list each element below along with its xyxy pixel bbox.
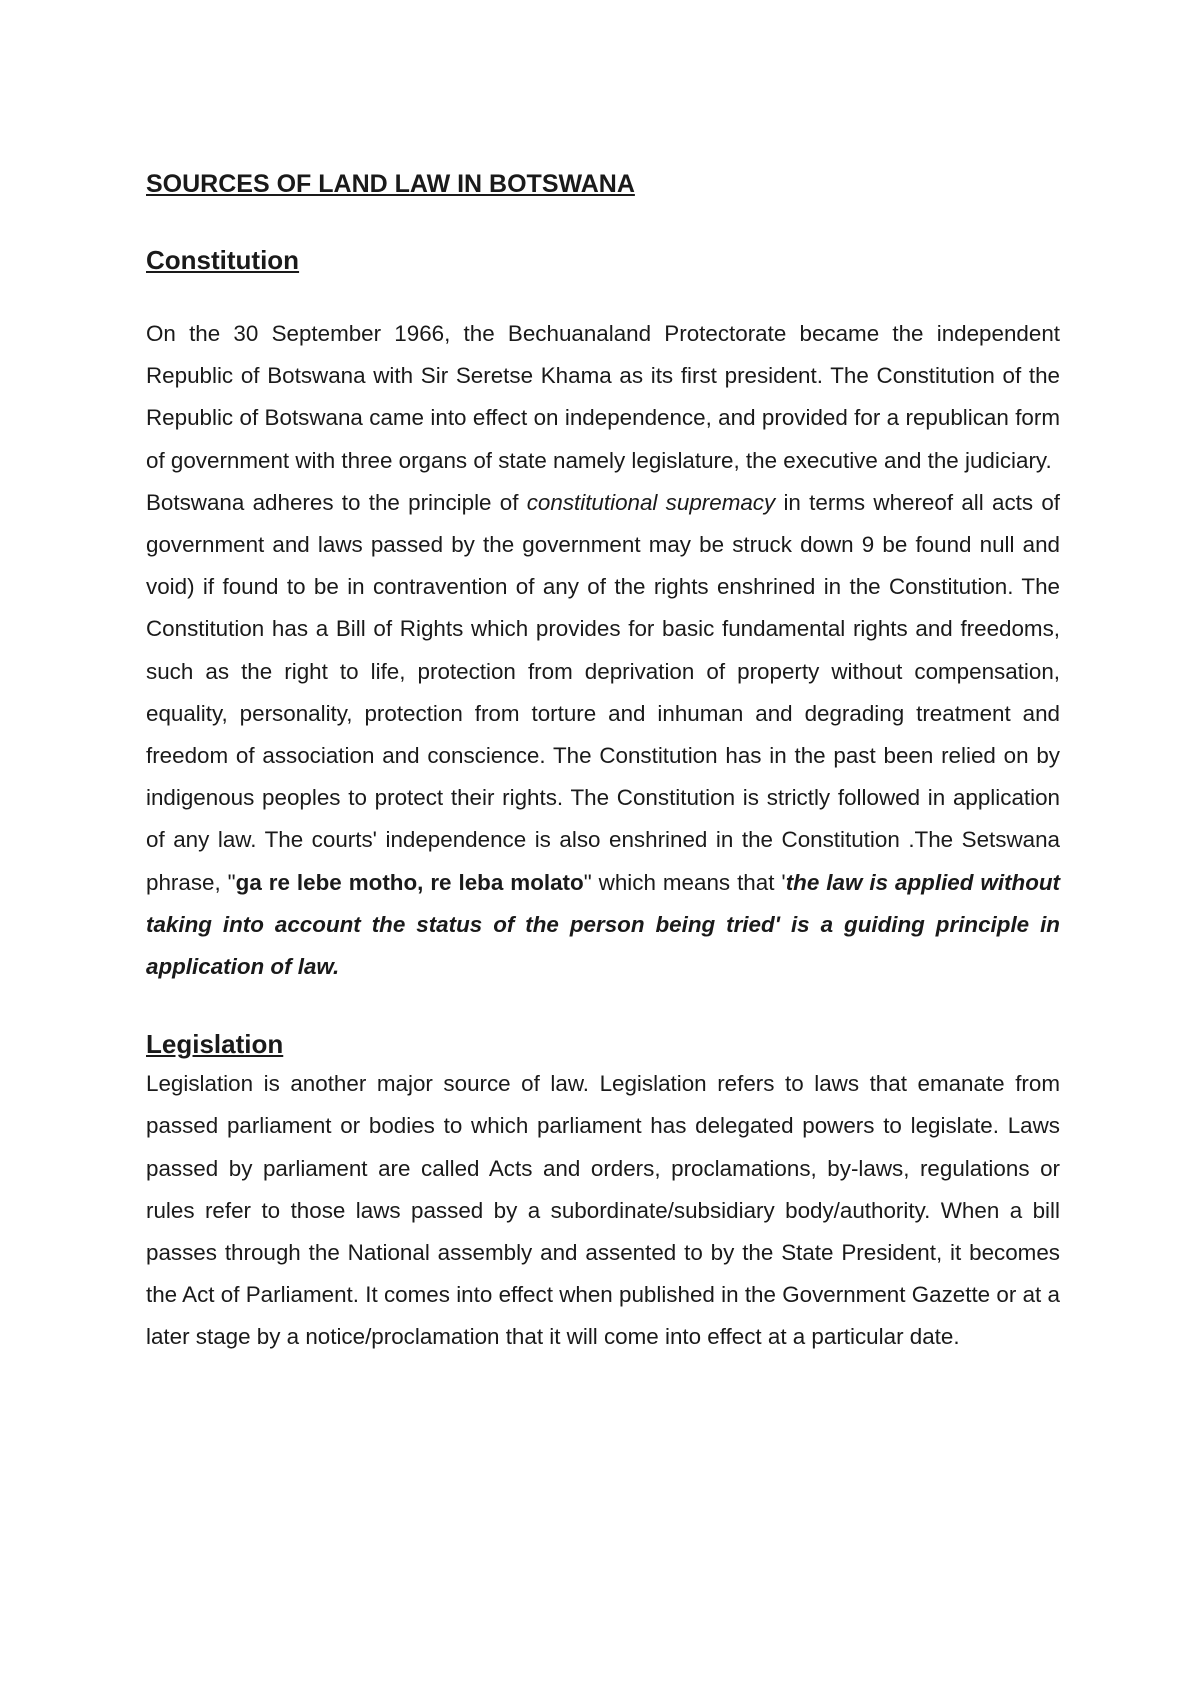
- italic-term: constitutional supremacy: [526, 489, 776, 515]
- guiding-principle-text: the law is applied without taking into account the status of the person being tried' is a guiding principle in application of law.: [146, 869, 1061, 980]
- legislation-paragraph-1: Legislation is another major source of law. Legislation refers to laws that emanate from passed parliament or bodies to which parliament has delegated powers to legislate. Laws passed by parliament are called Acts and orders, proclamations, by-laws, regulations or rules refer to those laws passed by a subordinate/subsidiary body/authority. When a bill passes through the National assembly and assented to by the State President, it becomes the Act of Parliament. It comes into effect when published in the Government Gazette or at a later stage by a notice/proclamation that it will come into effect at a particular date.: [146, 1071, 1060, 1350]
- paragraph-text: in terms whereof all acts of government and laws passed by the government may be struck down 9 be found null and void) if found to be in contravention of any of the rights enshrined in the Constitution. The Constitution has a Bill of Rights which provides for basic fundamental rights and freedoms, such as the right to life, protection from deprivation of property without compensation, equality, personality, protection from torture and inhuman and degrading treatment and freedom of association and conscience. The Constitution has in the past been relied on by indigenous peoples to protect their rights. The Constitution is strictly followed in application of any law. The courts' independence is also enshrined in the Constitution .The Setswana phrase, ": [146, 489, 1060, 895]
- document-page: [146, 166, 1060, 1359]
- document-title: SOURCES OF LAND LAW IN BOTSWANA: [146, 170, 635, 198]
- paragraph-text: Botswana adheres to the principle of: [146, 489, 527, 515]
- constitution-paragraph-1: On the 30 September 1966, the Bechuanaland Protectorate became the independent Republic of Botswana with Sir Seretse Khama as its first president. The Constitution of the Republic of Botswana came into effect on independence, and provided for a republican form of government with three organs of state namely legislature, the executive and the judiciary.: [146, 321, 1060, 473]
- paragraph-text: " which means that ': [583, 869, 786, 895]
- section-heading-legislation: Legislation: [146, 1029, 284, 1060]
- constitution-paragraph-2: [146, 482, 1060, 988]
- section-heading-constitution: Constitution: [146, 245, 300, 275]
- setswana-phrase: ga re lebe motho, re leba molato: [235, 869, 584, 895]
